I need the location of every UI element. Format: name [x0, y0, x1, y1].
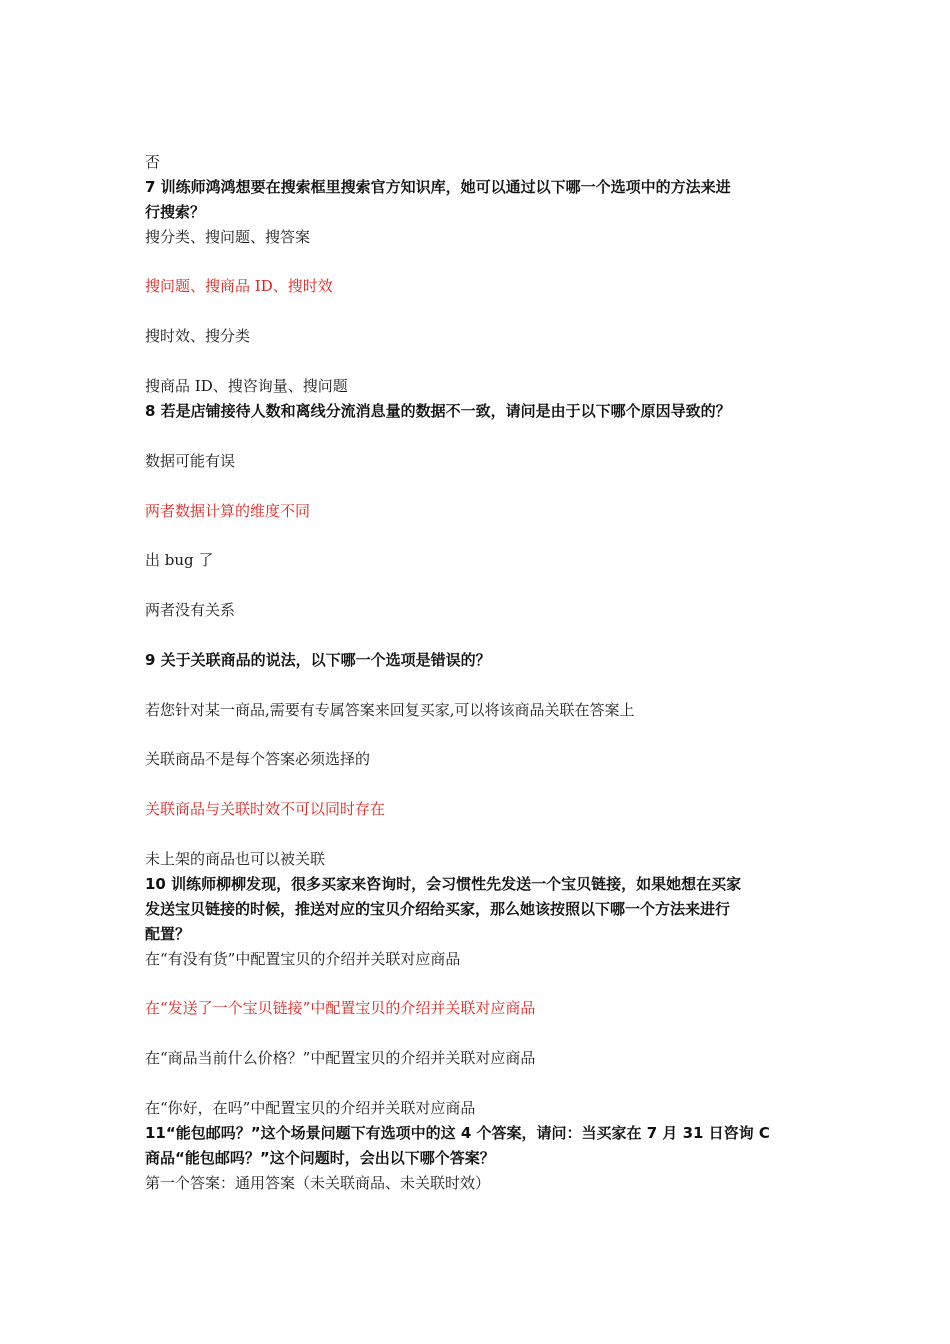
question-11: 11“能包邮吗？”这个场景问题下有选项中的这 4 个答案，请问：当买家在 7 月 31 日咨询 C — [145, 1124, 770, 1142]
option-text: 出 bug 了 — [145, 551, 214, 569]
question-9: 9 关于关联商品的说法，以下哪一个选项是错误的？ — [145, 651, 491, 669]
option-text: 两者没有关系 — [145, 601, 236, 619]
question-8: 8 若是店铺接待人数和离线分流消息量的数据不一致，请问是由于以下哪个原因导致的？ — [145, 402, 731, 420]
correct-option: 在“发送了一个宝贝链接”中配置宝贝的介绍并关联对应商品 — [145, 999, 536, 1017]
option-text: 搜商品 ID、搜咨询量、搜问题 — [145, 377, 348, 395]
answer-text: 否 — [145, 153, 161, 171]
option-text: 在“有没有货”中配置宝贝的介绍并关联对应商品 — [145, 950, 461, 968]
option-text: 未上架的商品也可以被关联 — [145, 850, 326, 868]
option-text: 第一个答案：通用答案（未关联商品、未关联时效） — [145, 1174, 491, 1192]
question-10-cont: 配置？ — [145, 925, 191, 943]
option-text: 在“你好，在吗”中配置宝贝的介绍并关联对应商品 — [145, 1099, 476, 1117]
question-11-cont: 商品“能包邮吗？”这个问题时，会出以下哪个答案？ — [145, 1149, 495, 1167]
correct-option: 搜问题、搜商品 ID、搜时效 — [145, 277, 333, 295]
option-text: 搜分类、搜问题、搜答案 — [145, 228, 311, 246]
option-text: 搜时效、搜分类 — [145, 327, 251, 345]
correct-option: 两者数据计算的维度不同 — [145, 502, 311, 520]
option-text: 在“商品当前什么价格？”中配置宝贝的介绍并关联对应商品 — [145, 1049, 536, 1067]
question-7-cont: 行搜索？ — [145, 203, 206, 221]
option-text: 数据可能有误 — [145, 452, 236, 470]
option-text: 关联商品不是每个答案必须选择的 — [145, 750, 371, 768]
question-10-cont: 发送宝贝链接的时候，推送对应的宝贝介绍给买家，那么她该按照以下哪一个方法来进行 — [145, 900, 731, 918]
question-10: 10 训练师柳柳发现，很多买家来咨询时，会习惯性先发送一个宝贝链接，如果她想在买家 — [145, 875, 742, 893]
question-7: 7 训练师鸿鸿想要在搜索框里搜索官方知识库，她可以通过以下哪一个选项中的方法来进 — [145, 178, 731, 196]
option-text: 若您针对某一商品,需要有专属答案来回复买家,可以将该商品关联在答案上 — [145, 701, 635, 719]
correct-option: 关联商品与关联时效不可以同时存在 — [145, 800, 386, 818]
